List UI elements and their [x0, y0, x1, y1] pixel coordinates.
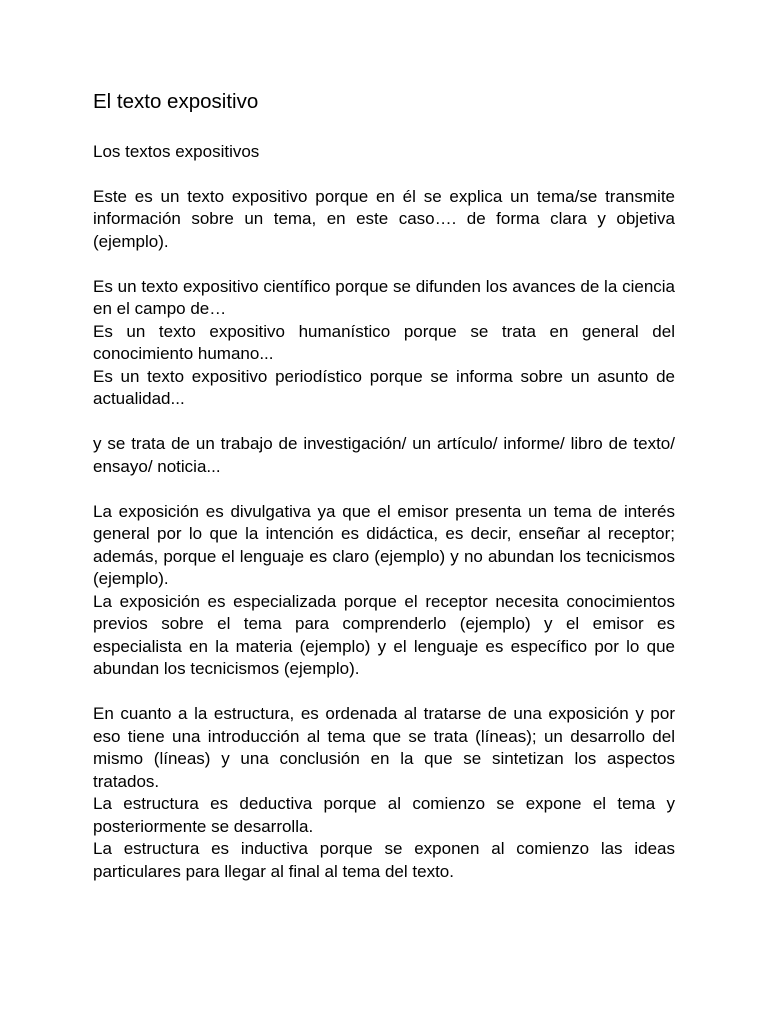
paragraph-text-genre: y se trata de un trabajo de investigación/ un artículo/ informe/ libro de texto/ ensayo/ noticia... [93, 434, 675, 476]
paragraph-definition: Este es un texto expositivo porque en él se explica un tema/se transmite información sobre un tema, en este caso…. de forma clara y objetiva (ejemplo). [93, 186, 675, 251]
paragraph-divulgative: La exposición es divulgativa ya que el emisor presenta un tema de interés general por lo que la intención es didáctica, es decir, enseñar al receptor; además, porque el lenguaje es claro (ejemplo) y no abundan los tecnicismos (ejemplo). [93, 501, 675, 588]
paragraph-inductive: La estructura es inductiva porque se exponen al comienzo las ideas particulares para llegar al final al tema del texto. [93, 839, 675, 881]
paragraph-deductive: La estructura es deductiva porque al comienzo se expone el tema y posteriormente se desarrolla. [93, 794, 675, 836]
paragraph-structure: En cuanto a la estructura, es ordenada al tratarse de una exposición y por eso tiene una introducción al tema que se trata (líneas); un desarrollo del mismo (líneas) y una conclusión en la que se sintetizan los aspectos tratados. [93, 704, 675, 791]
document-subtitle: Los textos expositivos [93, 142, 260, 161]
document-body [93, 88, 675, 883]
paragraph-humanistic: Es un texto expositivo humanístico porque se trata en general del conocimiento humano... [93, 321, 675, 363]
document-title: El texto expositivo [93, 90, 259, 113]
paragraph-journalistic: Es un texto expositivo periodístico porque se informa sobre un asunto de actualidad... [93, 366, 675, 408]
paragraph-specialized: La exposición es especializada porque el receptor necesita conocimientos previos sobre el tema para comprenderlo (ejemplo) y el emisor es especialista en la materia (ejemplo) y el lenguaje es específico por lo que abundan los tecnicismos (ejemplo). [93, 591, 675, 678]
paragraph-scientific: Es un texto expositivo científico porque se difunden los avances de la ciencia en el campo de… [93, 276, 675, 318]
